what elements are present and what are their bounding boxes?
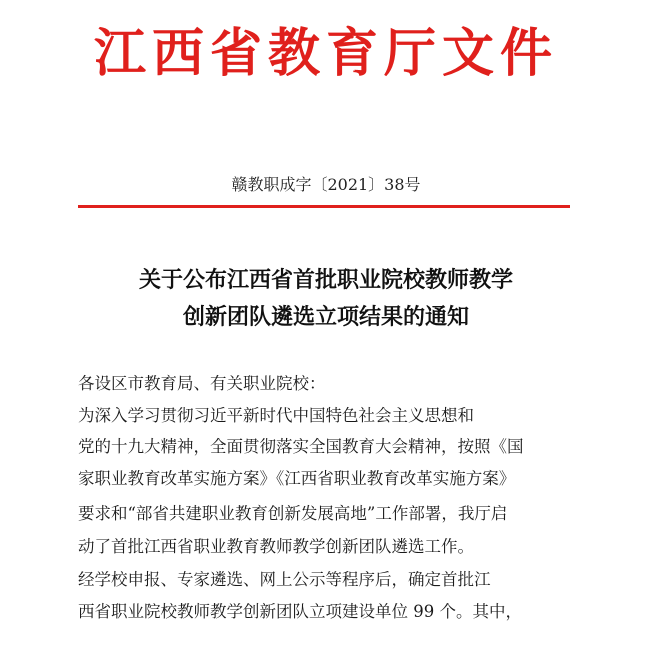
paragraph-line-4: 要求和“部省共建职业教育创新发展高地”工作部署，我厅启	[78, 504, 508, 523]
notice-title-line-2: 创新团队遴选立项结果的通知	[182, 304, 469, 330]
document-number: 赣教职成字〔2021〕38号	[231, 175, 421, 194]
paragraph-line-3: 家职业教育改革实施方案》《江西省职业教育改革实施方案》	[78, 469, 516, 488]
paragraph-line-7: 西省职业院校教师教学创新团队立项建设单位 99 个。其中，	[78, 602, 522, 621]
paragraph-line-2: 党的十九大精神，全面贯彻落实全国教育大会精神，按照《国	[78, 437, 524, 456]
paragraph-line-6: 经学校申报、专家遴选、网上公示等程序后，确定首批江	[78, 570, 491, 589]
paragraph-line-1: 为深入学习贯彻习近平新时代中国特色社会主义思想和	[78, 406, 474, 425]
document-header-title: 江西省教育厅文件	[93, 23, 558, 84]
salutation: 各设区市教育局、有关职业院校：	[78, 374, 326, 393]
paragraph-line-5: 动了首批江西省职业教育教师教学创新团队遴选工作。	[78, 537, 474, 556]
red-divider-line	[78, 205, 570, 208]
notice-title-line-1: 关于公布江西省首批职业院校教师教学	[138, 267, 513, 293]
